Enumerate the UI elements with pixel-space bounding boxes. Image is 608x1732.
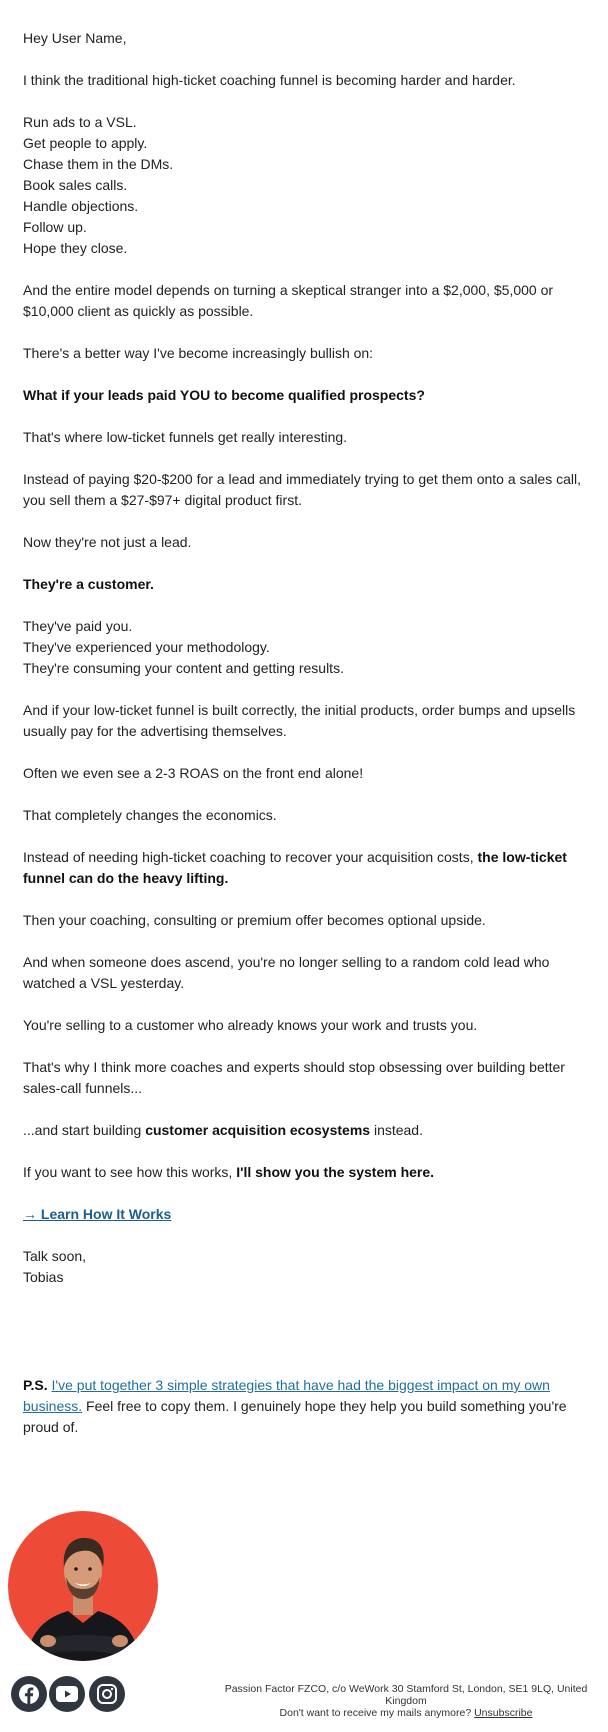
selling-paragraph: You're selling to a customer who already knows your work and trusts you. [23,1017,478,1033]
strategies-link[interactable]: I've put together 3 simple strategies that have had the biggest impact on my own business. [23,1377,550,1414]
funnel-steps [23,112,583,259]
show-pre: If you want to see how this works, [23,1164,237,1180]
needing-bold: the low-ticket funnel can do the heavy lifting. [23,849,567,886]
avatar [8,1511,158,1661]
signoff: Talk soon, [23,1248,87,1264]
cta-paragraph [23,1204,583,1225]
start-bold: customer acquisition ecosystems [145,1122,371,1138]
low-ticket-paragraph: That's where low-ticket funnels get really interesting. [23,429,348,445]
step-line: Follow up. [23,219,87,235]
start-paragraph [23,1120,583,1141]
ps-label: P.S. [23,1377,48,1393]
youtube-icon [56,1686,78,1702]
signoff-block [23,1246,583,1288]
customer-paragraph [23,574,583,595]
economics-paragraph: That completely changes the economics. [23,807,277,823]
question-text: What if your leads paid YOU to become qualified prospects? [23,387,425,403]
unsubscribe-link[interactable]: Unsubscribe [474,1707,533,1719]
roas-paragraph: Often we even see a 2-3 ROAS on the front end alone! [23,765,364,781]
greeting: Hey User Name, [23,30,127,46]
ps-paragraph [23,1375,578,1438]
ps-text: Feel free to copy them. I genuinely hope they help you build something you're proud of. [23,1398,567,1435]
ascend-paragraph: And when someone does ascend, you're no longer selling to a random cold lead who watched a VSL yesterday. [23,954,550,991]
show-bold: I'll show you the system here. [236,1164,435,1180]
start-post: instead. [370,1122,423,1138]
instagram-button[interactable] [89,1676,125,1712]
instead-paragraph: Instead of paying $20-$200 for a lead and immediately trying to get them onto a sales call, you sell them a $27-$97+ digital product first. [23,471,582,508]
question-paragraph [23,385,583,406]
signature: Tobias [23,1269,64,1285]
person-icon [8,1511,158,1661]
youtube-button[interactable] [49,1676,85,1712]
paid-line: They've paid you. [23,618,133,634]
step-line: Run ads to a VSL. [23,114,137,130]
paid-line: They've experienced your methodology. [23,639,270,655]
start-pre: ...and start building [23,1122,146,1138]
optional-paragraph: Then your coaching, consulting or premium offer becomes optional upside. [23,912,486,928]
step-line: Get people to apply. [23,135,148,151]
footer-address: Passion Factor FZCO, c/o WeWork 30 Stamford St, London, SE1 9LQ, United Kingdom [224,1683,588,1707]
step-line: Book sales calls. [23,177,128,193]
facebook-icon [18,1683,40,1705]
step-line: Handle objections. [23,198,139,214]
instagram-icon [96,1683,118,1705]
why-paragraph: That's why I think more coaches and experts should stop obsessing over building better sales-call funnels... [23,1059,565,1096]
paid-line: They're consuming your content and getting results. [23,660,344,676]
step-line: Chase them in the DMs. [23,156,174,172]
needing-text: Instead of needing high-ticket coaching to recover your acquisition costs, [23,849,478,865]
email-body [23,28,583,1309]
paid-lines [23,616,583,679]
intro-paragraph: I think the traditional high-ticket coaching funnel is becoming harder and harder. [23,72,516,88]
built-paragraph: And if your low-ticket funnel is built correctly, the initial products, order bumps and upsells usually pay for the advertising themselves. [23,702,576,739]
step-line: Hope they close. [23,240,128,256]
better-way-paragraph: There's a better way I've become increasingly bullish on: [23,345,374,361]
footer [210,1683,602,1719]
learn-how-link[interactable]: → Learn How It Works [23,1206,172,1222]
unsubscribe-line [210,1707,602,1719]
model-paragraph: And the entire model depends on turning a skeptical stranger into a $2,000, $5,000 or $10,000 client as quickly as possible. [23,282,554,319]
not-lead-paragraph: Now they're not just a lead. [23,534,192,550]
customer-text: They're a customer. [23,576,154,592]
unsubscribe-text: Don't want to receive my mails anymore? [279,1707,475,1719]
needing-paragraph [23,847,583,889]
show-paragraph [23,1162,583,1183]
facebook-button[interactable] [11,1676,47,1712]
